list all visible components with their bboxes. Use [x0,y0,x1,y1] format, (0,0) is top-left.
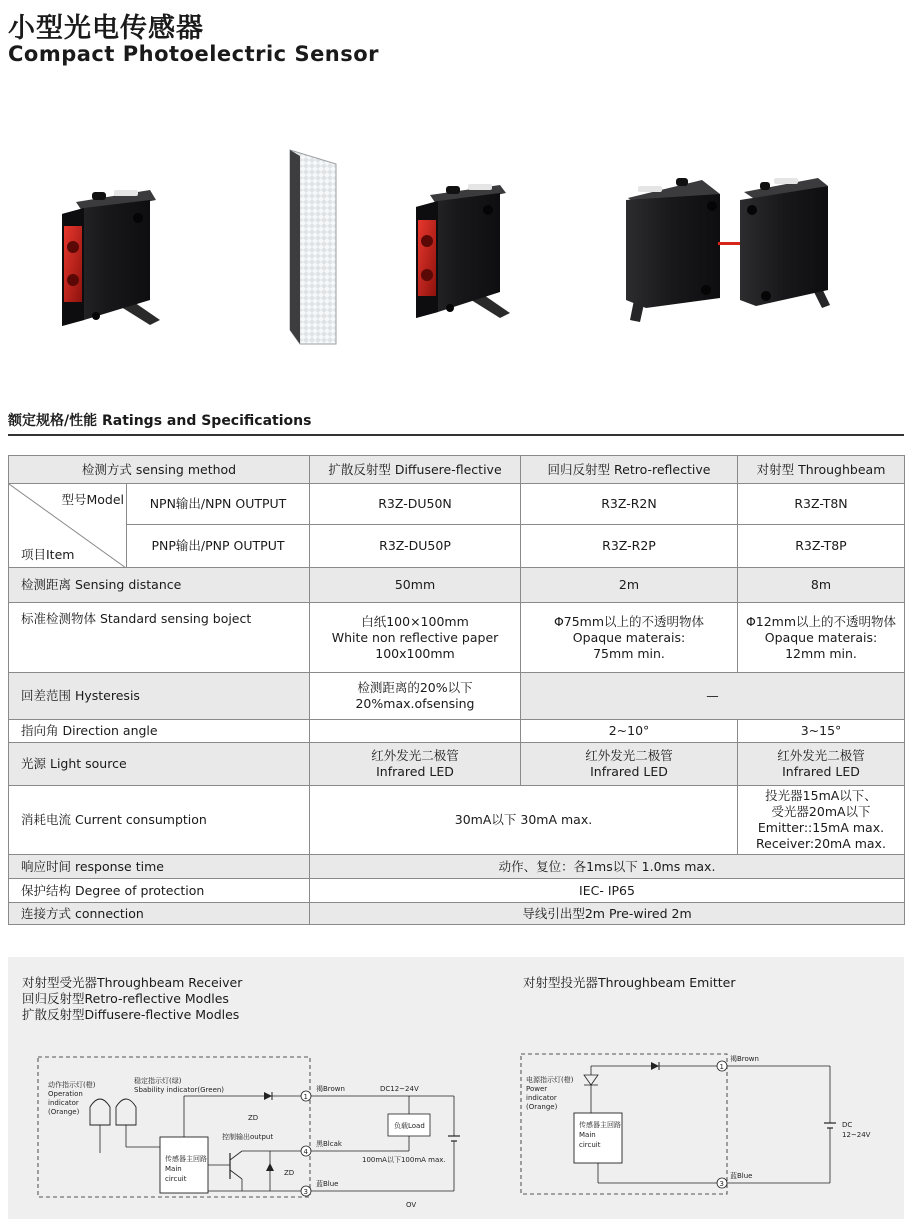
page-title-cn: 小型光电传感器 [8,13,204,44]
svg-text:蓝Blue: 蓝Blue [730,1172,753,1180]
svg-text:4: 4 [303,1148,308,1156]
svg-text:indicator: indicator [48,1099,79,1107]
pnp-model-diffuse: R3Z-DU50P [310,525,521,568]
pnp-model-through: R3Z-T8P [738,525,905,568]
page-title-en: Compact Photoelectric Sensor [8,42,380,66]
col-through: 对射型 Throughbeam [738,456,905,484]
angle-label: 指向角 Direction angle [9,720,310,743]
pnp-label: PNP输出/PNP OUTPUT [127,525,310,568]
protection-label: 保护结构 Degree of protection [9,879,310,903]
connection-label: 连接方式 connection [9,903,310,925]
reflector-photo [290,150,336,344]
svg-text:ZD: ZD [284,1169,295,1177]
svg-text:稳定指示灯(绿): 稳定指示灯(绿) [134,1077,182,1085]
object-through: Φ12mm以上的不透明物体 Opaque materais: 12mm min. [738,603,905,673]
model-item-cell [9,484,127,568]
current-label: 消耗电流 Current consumption [9,786,310,855]
light-through: 红外发光二极管 Infrared LED [738,743,905,786]
svg-text:Main: Main [579,1131,596,1139]
right-diagram-title: 对射型投光器Throughbeam Emitter [523,975,736,990]
svg-text:Power: Power [526,1085,548,1093]
distance-through: 8m [738,568,905,603]
object-diffuse: 白纸100×100mm White non reflective paper 100x100mm [310,603,521,673]
angle-retro: 2~10° [521,720,738,743]
hysteresis-diffuse: 检测距离的20%以下 20%max.ofsensing [310,673,521,720]
svg-text:动作指示灯(橙): 动作指示灯(橙) [48,1081,96,1089]
svg-text:3: 3 [303,1188,308,1196]
section-divider [8,434,904,436]
svg-text:传感器主回路: 传感器主回路 [579,1121,621,1129]
svg-text:1: 1 [303,1093,308,1101]
npn-label: NPN输出/NPN OUTPUT [127,484,310,525]
response-label: 响应时间 response time [9,855,310,879]
emitter-circuit-diagram [8,957,904,1219]
object-label: 标准检测物体 Standard sensing boject [9,603,310,673]
sensor-photo-throughbeam [626,178,830,322]
svg-text:12~24V: 12~24V [842,1131,871,1139]
current-main: 30mA以下 30mA max. [310,786,738,855]
current-through: 投光器15mA以下、 受光器20mA以下 Emitter::15mA max. Receiver:20mA max. [738,786,905,855]
svg-text:1: 1 [719,1063,724,1071]
svg-text:传感器主回路: 传感器主回路 [165,1155,207,1163]
wiring-diagrams [8,957,904,1219]
object-retro: Φ75mm以上的不透明物体 Opaque materais: 75mm min. [521,603,738,673]
hysteresis-other: — [521,673,905,720]
product-photos [0,130,910,360]
method-label: 检测方式 sensing method [9,456,310,484]
light-retro: 红外发光二极管 Infrared LED [521,743,738,786]
svg-text:黑Blcak: 黑Blcak [316,1140,342,1148]
svg-text:Main: Main [165,1165,182,1173]
angle-diffuse [310,720,521,743]
svg-text:褐Brown: 褐Brown [316,1085,345,1093]
svg-text:DC: DC [842,1121,853,1129]
distance-label: 检测距离 Sensing distance [9,568,310,603]
npn-model-retro: R3Z-R2N [521,484,738,525]
sensor-photo-retro [416,184,510,318]
angle-through: 3~15° [738,720,905,743]
svg-text:ZD: ZD [248,1114,259,1122]
svg-text:100mA以下100mA max.: 100mA以下100mA max. [362,1156,446,1164]
svg-text:circuit: circuit [579,1141,601,1149]
svg-text:Sbability indicator(Green): Sbability indicator(Green) [134,1086,225,1094]
col-retro: 回归反射型 Retro-reflective [521,456,738,484]
svg-text:电源指示灯(橙): 电源指示灯(橙) [526,1076,574,1084]
left-diagram-title: 对射型受光器Throughbeam Receiver 回归反射型Retro-reflective Modles 扩散反射型Diffusere-flective Modles [22,975,243,1022]
npn-model-diffuse: R3Z-DU50N [310,484,521,525]
light-label: 光源 Light source [9,743,310,786]
spec-table [8,455,905,925]
svg-text:(Orange): (Orange) [526,1103,558,1111]
distance-diffuse: 50mm [310,568,521,603]
svg-text:褐Brown: 褐Brown [730,1055,759,1063]
svg-text:3: 3 [719,1180,724,1188]
model-label: 型号Model [61,492,124,507]
pnp-model-retro: R3Z-R2P [521,525,738,568]
svg-text:(Orange): (Orange) [48,1108,80,1116]
protection-value: IEC- IP65 [310,879,905,903]
section-title: 额定规格/性能 Ratings and Specifications [8,413,312,429]
svg-text:控制输出output: 控制输出output [222,1133,274,1141]
svg-text:负载Load: 负载Load [394,1122,425,1130]
distance-retro: 2m [521,568,738,603]
sensor-photo-diffuse [62,190,160,326]
svg-text:indicator: indicator [526,1094,557,1102]
npn-model-through: R3Z-T8N [738,484,905,525]
connection-value: 导线引出型2m Pre-wired 2m [310,903,905,925]
svg-text:Operation: Operation [48,1090,83,1098]
svg-text:蓝Blue: 蓝Blue [316,1180,339,1188]
response-value: 动作、复位：各1ms以下 1.0ms max. [310,855,905,879]
svg-text:circuit: circuit [165,1175,187,1183]
item-label: 项目Item [21,547,75,562]
svg-text:DC12~24V: DC12~24V [380,1085,419,1093]
col-diffuse: 扩散反射型 Diffusere-flective [310,456,521,484]
svg-text:OV: OV [406,1201,417,1209]
light-diffuse: 红外发光二极管 Infrared LED [310,743,521,786]
hysteresis-label: 回差范围 Hysteresis [9,673,310,720]
